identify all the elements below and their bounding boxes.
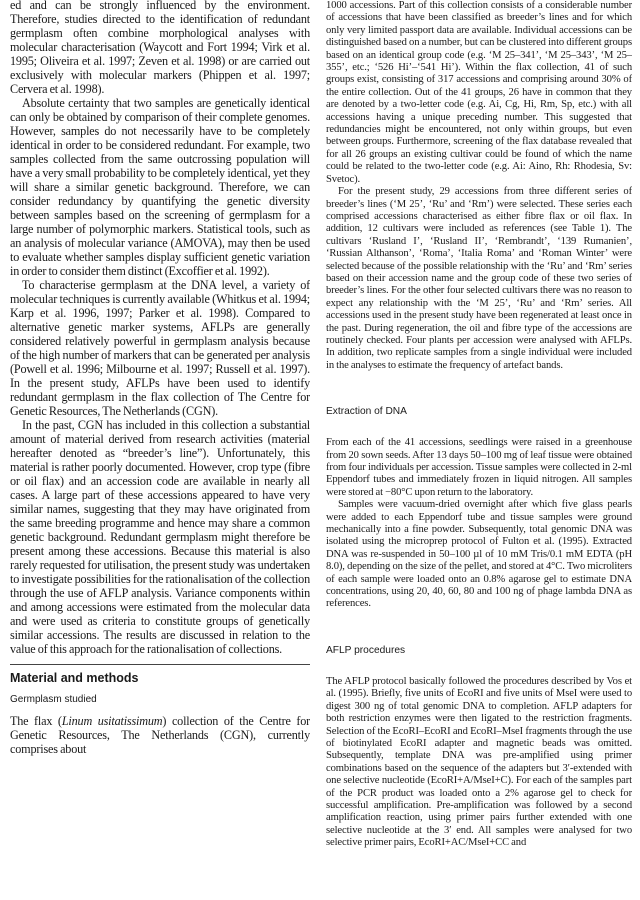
body-paragraph: Absolute certainty that two samples are genetically identical can only be obtained by comparison of their complete genomes. However, samples do not necessarily have to be completely identical in order to be considered redundant. For example, two samples collected from the same outcrossing population will have a very small probability to be completely identical, yet they will share a similar genetic background. Therefore, we can consider redundancy by quantifying the genetic diversity between samples based on the screening of germplasm for a large number of polymorphic markers. Statistical tools, such as an analysis of molecular variance (AMOVA), may then be used to evaluate whether samples display sufficient genetic variation in order to consider them distinct (Excoffier et al. 1992). [10,96,310,278]
body-paragraph: In the past, CGN has included in this collection a substantial amount of material derived from research activities (material hereafter denoted as “breeder’s line”). Unfortunately, this material is rather poorly documented. However, crop type (fibre or oil flax) and an accession code are available in nearly all cases. A large part of these accessions appeared to have very similar names, suggesting that they may have originated from the same breeding programme and hence may share a common genetic background. Redundant germplasm might therefore be present among these accessions. Because this material is also rarely requested for utilisation, the present study was undertaken to investigate possibilities for the rationalisation of the collection through the use of AFLP analysis. Variance components within and among accessions were estimated from the molecular data and were used as criteria to constitute groups of genetically similar accessions. The results are discussed in relation to the value of this approach for the rationalisation of collections. [10,418,310,656]
body-paragraph: For the present study, 29 accessions from three different series of breeder’s lines (‘M 25’, ‘Ru’ and ‘Rm’) were selected. These series each comprised accessions characterised as either fibre flax or oil flax. In addition, 12 cultivars were included as references (see Table 1). The cultivars ‘Rusland I’, ‘Rusland II’, ‘Rembrandt’, ‘139 Rumanien’, ‘Russian Althanson’, ‘Roma’, ‘Italia Roma’ and ‘Roman Winter’ were selected because of the possible relationship with the ‘Ru’ and ‘Rm’ series based on their accession name and the group code of these two series of breeder’s lines. For the other four selected cultivars there was no reason to expect any relationship with the ‘M 25’, ‘Ru’ and ‘Rm’ series. All accessions used in the present study have been regenerated at least once in the past. During regeneration, the oil and fibre type of the accessions are routinely checked. Four plants per accession were analysed with AFLPs. In addition, two replicate samples from a single individual were included in the analyses to estimate the frequency of artefact bands. [326,186,632,371]
spacer [326,417,632,437]
subsection-heading: Germplasm studied [10,694,97,705]
right-column [326,0,632,900]
body-paragraph: Samples were vacuum-dried overnight after which five glass pearls were added to each Eppendorf tube and tissue samples were ground mechanically into a fine powder. Subsequently, total genomic DNA was isolated using the microprep protocol of Fulton et al. (1995). Extracted DNA was re-suspended in 50–100 µl of 10 mM Tris/0.1 mM EDTA (pH 8.0), depending on the size of the pellet, and stored at 4°C. Two microliters of each sample were loaded onto an 0.8% agarose gel to estimate DNA concentrations, using 20, 40, 60, 80 and 100 ng of phage lambda DNA as references. [326,499,632,610]
spacer [326,656,632,676]
body-paragraph: ed and can be strongly influenced by the environment. Therefore, studies directed to the identification of redundant germplasm often combine morphological analyses with molecular characterisation (Waycott and Fort 1994; Virk et al. 1995; Oliveira et al. 1997; Zeven et al. 1998) or are carried out exclusively with molecular markers (Phippen et al. 1997; Cervera et al. 1998). [10,0,310,96]
body-paragraph: The AFLP protocol basically followed the procedures described by Vos et al. (1995). Briefly, five units of EcoRI and five units of MseI were used to digest 300 ng of total genomic DNA to completion. AFLP adapters for both restriction enzymes were then ligated to the restriction fragments. Selection of the EcoRI–EcoRI and EcoRI–MseI fragments through the use of biotinylated EcoRI adapter and magnetic beads was omitted. Subsequently, template DNA was pre-amplified using primer combinations based on the sequence of the adapters but 3′-extended with one selective nucleotide (EcoRI+A/MseI+C). For each of the samples part of the PCR product was loaded onto a 2% agarose gel to check for successful amplification. Pre-amplification was followed by a second amplification reaction, using primer pairs further extended with one selective nucleotide at the 3′ end. All samples were analysed for two selective primer pairs, EcoRI+AC/MseI+CC and [326,675,632,849]
subsection-heading: AFLP procedures [326,644,406,656]
subsection-heading: Extraction of DNA [326,406,407,418]
body-paragraph: From each of the 41 accessions, seedlings were raised in a greenhouse from 20 sown seeds. After 13 days 50–100 mg of leaf tissue were obtained from four individuals per accession. Tissue samples were collected in 2-ml Eppendorf tubes and immediately frozen in liquid nitrogen. All samples were stored at −80°C upon return to the laboratory. [326,437,632,498]
left-column [10,0,310,900]
body-paragraph: 1000 accessions. Part of this collection consists of a considerable number of accessions that have been classified as breeder’s lines and for which only very limited passport data are available. Individual accessions can be distinguished based on a number, but can be clustered into different groups based on an identical group code (e.g. ‘M 25–341’, ‘M 25–343’, ‘M 25–355’, etc.; ‘526 Hi’–‘541 Hi’). Within the flax collection, 41 of such groups exist, consisting of 317 accessions and comprising around 30% of the entire collection. Out of the 41 groups, 26 have in common that they are denoted by a two-letter code (e.g. Ai, Cg, Hi, Rm, Sp, etc.) with all accessions having a unique preceding number. This suggested that redundancies might be encountered, not only within groups, but even between groups. Furthermore, screening of the flax database revealed that for all 26 groups an existing cultivar could be found of which the name could be related to the two-letter code (e.g. Ai: Aino, Rh: Rhodesia, Sv: Svetoc). [326,0,632,185]
species-name: Linum usitatissimum [61,714,163,728]
body-paragraph [10,714,310,756]
text-run: ) collection of the Centre for Genetic Resources, The Netherlands (CGN), currently comprises about [10,714,310,756]
section-heading: Material and methods [10,664,310,685]
spacer [326,611,632,645]
body-paragraph: To characterise germplasm at the DNA level, a variety of molecular techniques is currently available (Whitkus et al. 1994; Karp et al. 1996, 1997; Parker et al. 1998). Compared to alternative genetic marker systems, AFLPs are generally considered relatively powerful in germplasm analysis because of the high number of markers that can be generated per analysis (Powell et al. 1996; Milbourne et al. 1997; Russell et al. 1997). In the present study, AFLPs have been used to identify redundant germplasm in the flax collection of The Centre for Genetic Resources, The Netherlands (CGN). [10,278,310,418]
spacer [326,372,632,406]
text-run: The flax ( [10,714,62,728]
